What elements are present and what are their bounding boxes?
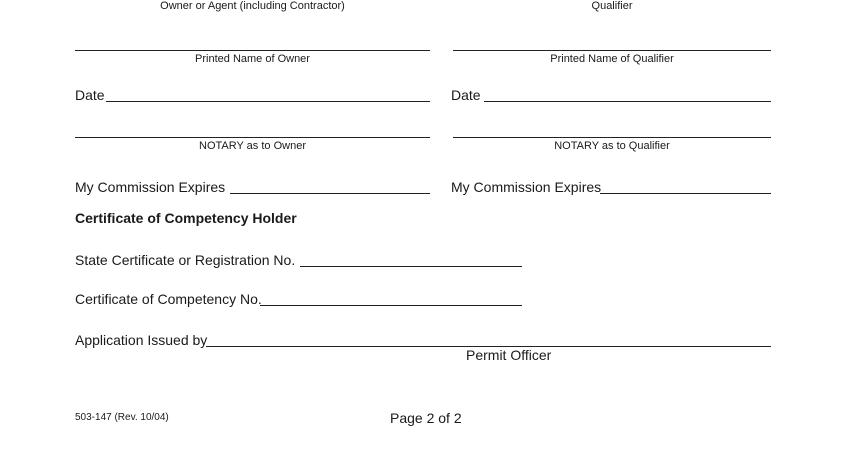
date-owner-line[interactable] <box>106 101 430 102</box>
state-cert-line[interactable] <box>300 266 522 267</box>
state-cert-label: State Certificate or Registration No. <box>75 252 296 268</box>
date-owner-label: Date <box>75 87 105 103</box>
competency-no-label: Certificate of Competency No. <box>75 291 262 307</box>
printed-qualifier-caption: Printed Name of Qualifier <box>550 53 674 65</box>
competency-holder-heading: Certificate of Competency Holder <box>75 210 297 226</box>
commission-owner-line[interactable] <box>230 193 430 194</box>
owner-agent-header: Owner or Agent (including Contractor) <box>160 0 345 12</box>
notary-owner-caption: NOTARY as to Owner <box>199 140 306 152</box>
notary-qualifier-caption: NOTARY as to Qualifier <box>554 140 670 152</box>
notary-qualifier-line[interactable] <box>453 137 771 138</box>
date-qualifier-label: Date <box>451 87 481 103</box>
commission-qualifier-line[interactable] <box>600 193 771 194</box>
permit-officer-caption: Permit Officer <box>466 347 552 363</box>
competency-no-line[interactable] <box>260 305 522 306</box>
printed-qualifier-line[interactable] <box>453 50 771 51</box>
notary-owner-line[interactable] <box>75 137 430 138</box>
qualifier-header: Qualifier <box>591 0 633 12</box>
printed-owner-line[interactable] <box>75 50 430 51</box>
form-number: 503-147 (Rev. 10/04) <box>75 412 169 423</box>
commission-qualifier-label: My Commission Expires <box>451 179 602 195</box>
printed-owner-caption: Printed Name of Owner <box>195 53 310 65</box>
page-number: Page 2 of 2 <box>390 410 462 426</box>
date-qualifier-line[interactable] <box>484 101 771 102</box>
issued-by-label: Application Issued by <box>75 332 208 348</box>
commission-owner-label: My Commission Expires <box>75 179 226 195</box>
